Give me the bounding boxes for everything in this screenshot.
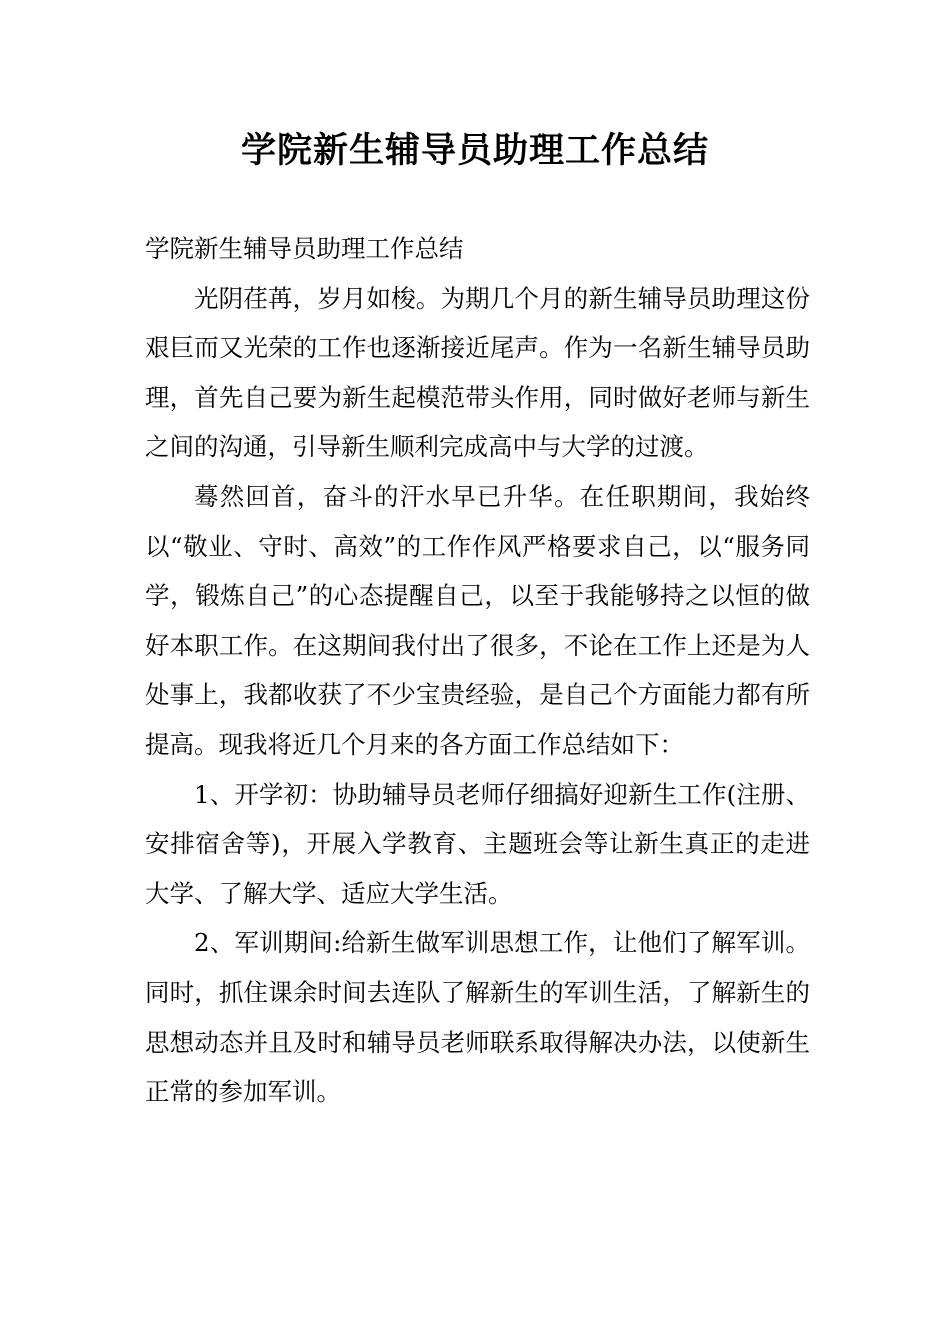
document-subtitle: 学院新生辅导员助理工作总结 [145,234,464,263]
paragraph-review: 蓦然回首，奋斗的汗水早已升华。在任职期间，我始终以“敬业、守时、高效”的工作作风严格要求自己，以“服务同学，锻炼自己”的心态提醒自己，以至于我能够持之以恒的做好本职工作。在这期间我付出了很多，不论在工作上还是为人处事上，我都收获了不少宝贵经验，是自己个方面能力都有所提高。现我将近几个月来的各方面工作总结如下： [145,481,810,759]
paragraph-item-2: 2、军训期间:给新生做军训思想工作，让他们了解军训。同时，抓住课余时间去连队了解新生的军训生活，了解新生的思想动态并且及时和辅导员老师联系取得解决办法，以使新生正常的参加军训。 [145,928,810,1107]
document-body [145,224,810,1117]
paragraph-intro: 光阴荏苒，岁月如梭。为期几个月的新生辅导员助理这份艰巨而又光荣的工作也逐渐接近尾声。作为一名新生辅导员助理，首先自己要为新生起模范带头作用，同时做好老师与新生之间的沟通，引导新生顺利完成高中与大学的过渡。 [145,283,810,462]
paragraph-item-1: 1、开学初：协助辅导员老师仔细搞好迎新生工作(注册、安排宿舍等)，开展入学教育、主题班会等让新生真正的走进大学、了解大学、适应大学生活。 [145,779,810,908]
document-title: 学院新生辅导员助理工作总结 [240,131,709,171]
